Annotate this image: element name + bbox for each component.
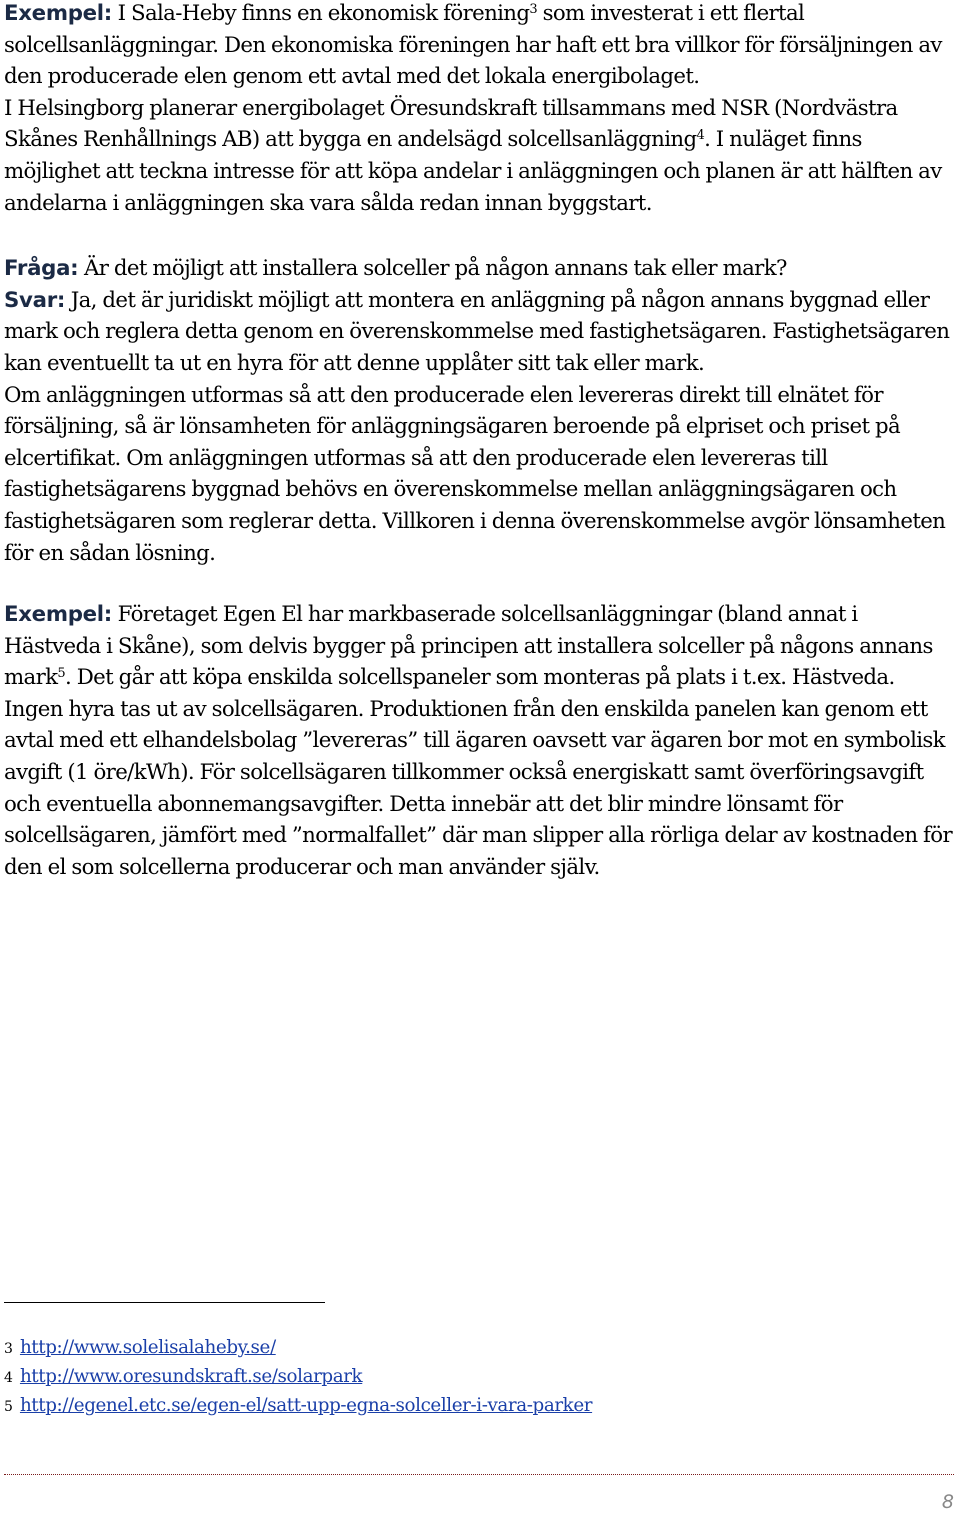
paragraph-text: som investerat i ett flertal solcellsanläggningar. Den ekonomiska föreningen har haft ett bra villkor för försäljningen av den producerade elen genom ett avtal med det lokala energibolaget. (4, 1, 942, 90)
footnote-ref[interactable]: 4 (696, 128, 705, 144)
example-label: Exempel: (4, 1, 113, 26)
spacer (4, 219, 956, 253)
paragraph-text: Företaget Egen El har markbaserade solcellsanläggningar (bland annat i Hästveda i Skåne), som delvis bygger på principen att installera solceller på någons annans mark (4, 602, 933, 691)
footnote-ref[interactable]: 5 (57, 666, 66, 682)
example-label: Exempel: (4, 602, 113, 628)
paragraph-profitability: Om anläggningen utformas så att den producerade elen levereras direkt till elnätet för försäljning, så är lönsamheten för anläggningsägaren beroende på elpriset och priset på elcertifikat. Om anläggningen utformas så att den producerade elen levereras till fastighetsägarens byggnad behövs en överenskommelse mellan anläggningsägaren och fastighetsägaren som reglerar detta. Villkoren i denna överenskommelse avgör lönsamheten för en sådan lösning. (4, 382, 946, 566)
paragraph-egen-el (4, 599, 956, 883)
paragraph-helsingborg (4, 93, 956, 219)
page-number: 8 (941, 1491, 954, 1513)
paragraph-text: . I nuläget finns möjlighet att teckna intresse för att köpa andelar i anläggningen och planen är att hälften av andelarna i anläggningen ska vara sålda redan innan byggstart. (4, 127, 942, 216)
footnote-number: 3 (4, 1341, 13, 1357)
footnote-item (4, 1392, 592, 1421)
paragraph-text: I Helsingborg planerar energibolaget Öresundskraft tillsammans med NSR (Nordvästra Skånes Renhållnings AB) att bygga en andelsägd solcellsanläggning (4, 95, 898, 153)
footer-dotted-rule (4, 1474, 954, 1475)
answer-text: Ja, det är juridiskt möjligt att montera en anläggning på någon annans byggnad eller mark och reglera detta genom en överenskommelse med fastighetsägaren. Fastighetsägaren kan eventuellt ta ut en hyra för att denne upplåter sitt tak eller mark. (4, 287, 950, 376)
paragraph-sala-heby (4, 0, 956, 93)
footnote-link[interactable]: http://www.solelisalaheby.se/ (19, 1337, 276, 1358)
footnotes (4, 1334, 592, 1422)
answer-label: Svar: (4, 287, 66, 313)
question-text: Är det möjligt att installera solceller på någon annans tak eller mark? (78, 256, 787, 282)
footnote-link[interactable]: http://egenel.etc.se/egen-el/satt-upp-egna-solceller-i-vara-parker (19, 1395, 593, 1417)
footnote-item (4, 1363, 592, 1392)
question-answer (4, 253, 956, 379)
paragraph-text: . Det går att köpa enskilda solcellspaneler som monteras på plats i t.ex. Hästveda. Ingen hyra tas ut av solcellsägaren. Produktionen från den enskilda panelen kan genom ett avtal med ett elhandelsbolag ”levereras” till ägaren oavsett var ägaren bor mot en symbolisk avgift (1 öre/kWh). För solcellsägaren tillkommer också energiskatt samt överföringsavgift och eventuella abonnemangsavgifter. Detta innebär att det blir mindre lönsamt för solcellsägaren, jämfört med ”normalfallet” där man slipper alla rörliga delar av kostnaden för den el som solcellerna producerar och man använder själv. (4, 665, 952, 880)
footnote-number: 5 (4, 1399, 13, 1416)
spacer (4, 569, 956, 599)
footnote-number: 4 (4, 1370, 13, 1387)
footnote-item (4, 1334, 592, 1363)
document-body (4, 0, 956, 883)
question-label: Fråga: (4, 256, 79, 282)
footnote-separator (4, 1302, 325, 1303)
paragraph-text: I Sala-Heby finns en ekonomisk förening (112, 1, 530, 26)
footnote-link[interactable]: http://www.oresundskraft.se/solarpark (19, 1366, 363, 1388)
footnote-ref[interactable]: 3 (529, 2, 537, 17)
